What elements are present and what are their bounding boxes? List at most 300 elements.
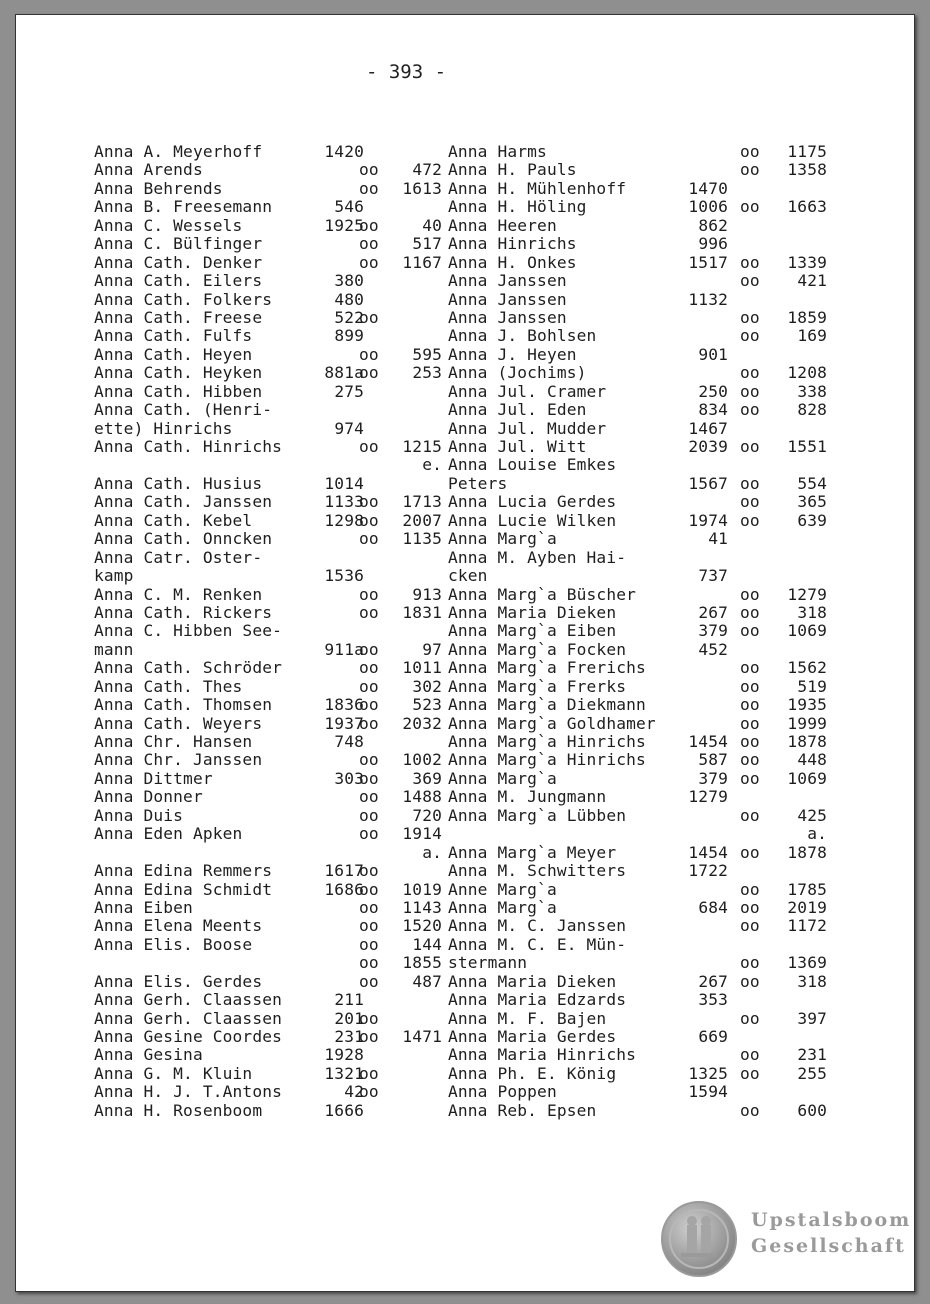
entry-name: Anna H. Onkes (448, 252, 577, 272)
entry-name: Anna Cath. Heyken (94, 363, 263, 383)
entry-name: Anna H. Höling (448, 197, 587, 217)
entry-ref: 1536 (324, 566, 364, 586)
marriage-marker: oo (740, 1008, 760, 1028)
entry-name: Anna Jul. Witt (448, 437, 587, 456)
spouse-ref: 1279 (787, 584, 827, 604)
entry-ref: 1325 (688, 1063, 728, 1083)
entry-ref: 1925 (324, 215, 364, 235)
entry-name: Anna Chr. Janssen (94, 750, 263, 770)
index-entry (94, 456, 444, 474)
entry-name: Anna Cath. Weyers (94, 713, 263, 733)
index-entry (94, 383, 444, 401)
marriage-marker: oo (359, 713, 379, 733)
index-entry (448, 512, 828, 530)
entry-name: Anna Harms (448, 142, 547, 161)
index-entry (94, 235, 444, 253)
entry-ref: 899 (334, 326, 364, 346)
entry-name: Anna H. Mühlenhoff (448, 178, 627, 198)
spouse-ref: 1613 (402, 178, 442, 198)
index-entry (94, 678, 444, 696)
index-entry (94, 733, 444, 751)
index-entry (448, 1028, 828, 1046)
spouse-ref: 472 (412, 160, 442, 180)
entry-ref: 737 (698, 566, 728, 586)
index-entry (94, 1102, 444, 1120)
entry-name: Anna Cath. Thomsen (94, 695, 273, 715)
marriage-marker: oo (359, 437, 379, 456)
entry-name: Anna Heeren (448, 215, 557, 235)
index-entry (448, 493, 828, 511)
spouse-ref: 1999 (787, 713, 827, 733)
spouse-ref: 425 (797, 805, 827, 825)
spouse-ref: 255 (797, 1063, 827, 1083)
spouse-ref: 1663 (787, 197, 827, 217)
entry-name: Anna Cath. Hinrichs (94, 437, 283, 456)
entry-name: Anna Lucie Wilken (448, 510, 617, 530)
marriage-marker: oo (359, 768, 379, 788)
index-entry (94, 1010, 444, 1028)
index-entry (448, 751, 828, 769)
entry-ref: 684 (698, 897, 728, 917)
spouse-ref: 1859 (787, 307, 827, 327)
spouse-ref: 1914 (402, 824, 442, 844)
index-entry (448, 456, 828, 474)
spouse-ref: 2019 (787, 897, 827, 917)
index-entry (94, 1065, 444, 1083)
entry-ref: 1298 (324, 510, 364, 530)
entry-name: Anna Marg`a Frerks (448, 676, 627, 696)
spouse-ref: 338 (797, 381, 827, 401)
spouse-ref: 720 (412, 805, 442, 825)
spouse-ref: 97 (422, 639, 442, 659)
index-entry (448, 291, 828, 309)
index-entry (94, 586, 444, 604)
marriage-marker: oo (740, 1100, 760, 1120)
entry-name: Anna Maria Gerdes (448, 1027, 617, 1046)
spouse-ref: 318 (797, 971, 827, 991)
spouse-ref: a. (422, 842, 442, 862)
index-entry (448, 549, 828, 567)
marriage-marker: oo (359, 750, 379, 770)
marriage-marker: oo (740, 676, 760, 696)
entry-name: stermann (448, 953, 528, 973)
entry-ref: 974 (334, 418, 364, 438)
entry-name: Anna Marg`a Eiben (448, 621, 617, 641)
entry-name: Anna M. Jungmann (448, 787, 607, 807)
entry-ref: 1928 (324, 1045, 364, 1065)
index-entry (94, 917, 444, 935)
entry-name: Anna J. Bohlsen (448, 326, 597, 346)
spouse-ref: 397 (797, 1008, 827, 1028)
index-entry (94, 770, 444, 788)
index-entry (448, 143, 828, 161)
index-entry (448, 622, 828, 640)
index-entry (94, 936, 444, 954)
entry-name: Anna Cath. Denker (94, 252, 263, 272)
spouse-ref: 1713 (402, 492, 442, 512)
marriage-marker: oo (359, 658, 379, 678)
entry-name: Anna Ph. E. König (448, 1063, 617, 1083)
index-entry (448, 733, 828, 751)
index-entry (448, 586, 828, 604)
marriage-marker: oo (740, 271, 760, 291)
marriage-marker: oo (359, 824, 379, 844)
entry-name: Anna Marg`a (448, 529, 557, 549)
entry-name: Anna Marg`a Lübben (448, 805, 627, 825)
marriage-marker: oo (359, 160, 379, 180)
entry-name: Anna Eden Apken (94, 824, 243, 844)
entry-ref: 1420 (324, 142, 364, 161)
entry-name: Anna H. Pauls (448, 160, 577, 180)
entry-name: Anna Donner (94, 787, 203, 807)
entry-name: cken (448, 566, 488, 586)
entry-ref: 42 (344, 1082, 364, 1102)
marriage-marker: oo (740, 160, 760, 180)
entry-ref: 1974 (688, 510, 728, 530)
index-entry (448, 770, 828, 788)
index-entry (94, 991, 444, 1009)
entry-ref: 911a (324, 639, 364, 659)
entry-name: Anna C. Hibben See- (94, 621, 283, 641)
entry-name: Anna Gesine Coordes (94, 1027, 283, 1046)
entry-name: Anna Marg`a Goldhamer (448, 713, 656, 733)
marriage-marker: oo (740, 1063, 760, 1083)
publisher-logo (661, 1201, 912, 1287)
marriage-marker: oo (359, 234, 379, 254)
entry-name: Anna Marg`a Focken (448, 639, 627, 659)
entry-ref: 250 (698, 381, 728, 401)
spouse-ref: 2007 (402, 510, 442, 530)
entry-name: Anna Cath. Heyen (94, 344, 253, 364)
index-entry (448, 936, 828, 954)
logo-line-1: Upstalsboom (751, 1209, 912, 1231)
index-entry (94, 272, 444, 290)
index-entry (448, 217, 828, 235)
index-entry (448, 475, 828, 493)
entry-ref: 669 (698, 1027, 728, 1046)
index-entry (94, 1046, 444, 1064)
entry-ref: 1836 (324, 695, 364, 715)
index-entry (94, 844, 444, 862)
marriage-marker: oo (359, 1008, 379, 1028)
index-entry (94, 401, 444, 419)
spouse-ref: 1215 (402, 437, 442, 456)
entry-ref: 379 (698, 768, 728, 788)
marriage-marker: oo (740, 695, 760, 715)
entry-name: Anna Marg`a Meyer (448, 842, 617, 862)
spouse-ref: 519 (797, 676, 827, 696)
marriage-marker: oo (740, 732, 760, 751)
spouse-ref: 1208 (787, 363, 827, 383)
seal-icon (661, 1201, 737, 1277)
spouse-ref: 1167 (402, 252, 442, 272)
entry-ref: 1617 (324, 861, 364, 881)
index-entry (448, 235, 828, 253)
index-entry (94, 641, 444, 659)
spouse-ref: 231 (797, 1045, 827, 1065)
index-entry (94, 751, 444, 769)
marriage-marker: oo (740, 584, 760, 604)
entry-ref: 1470 (688, 178, 728, 198)
spouse-ref: 1878 (787, 842, 827, 862)
index-entry (448, 696, 828, 714)
marriage-marker: oo (359, 695, 379, 715)
spouse-ref: 523 (412, 695, 442, 715)
marriage-marker: oo (740, 437, 760, 456)
entry-ref: 1132 (688, 289, 728, 309)
entry-ref: 1006 (688, 197, 728, 217)
index-entry (94, 1083, 444, 1101)
marriage-marker: oo (740, 510, 760, 530)
entry-ref: 275 (334, 381, 364, 401)
marriage-marker: oo (359, 252, 379, 272)
index-entry (94, 696, 444, 714)
index-entry (94, 825, 444, 843)
entry-ref: 881a (324, 363, 364, 383)
entry-name: Anna H. Rosenboom (94, 1100, 263, 1120)
spouse-ref: 1069 (787, 621, 827, 641)
entry-ref: 748 (334, 732, 364, 751)
index-entry (448, 180, 828, 198)
spouse-ref: 1175 (787, 142, 827, 161)
spouse-ref: 554 (797, 473, 827, 493)
marriage-marker: oo (359, 215, 379, 235)
entry-ref: 380 (334, 271, 364, 291)
marriage-marker: oo (740, 252, 760, 272)
entry-name: Anna Eiben (94, 897, 193, 917)
entry-name: Anna Marg`a Hinrichs (448, 750, 646, 770)
marriage-marker: oo (359, 1027, 379, 1046)
index-entry (448, 309, 828, 327)
entry-name: Anna Cath. Onncken (94, 529, 273, 549)
index-entry (448, 364, 828, 382)
index-entry (448, 161, 828, 179)
entry-name: Anna Maria Edzards (448, 990, 627, 1010)
entry-name: Anna Janssen (448, 271, 567, 291)
index-entry (448, 844, 828, 862)
marriage-marker: oo (740, 197, 760, 217)
entry-ref: 1666 (324, 1100, 364, 1120)
marriage-marker: oo (359, 971, 379, 991)
index-entry (94, 420, 444, 438)
spouse-ref: 1785 (787, 879, 827, 899)
index-entry (448, 254, 828, 272)
index-entry (448, 881, 828, 899)
marriage-marker: oo (740, 307, 760, 327)
marriage-marker: oo (359, 1063, 379, 1083)
entry-ref: 201 (334, 1008, 364, 1028)
marriage-marker: oo (740, 621, 760, 641)
marriage-marker: oo (359, 1082, 379, 1102)
entry-name: Anna (Jochims) (448, 363, 587, 383)
entry-name: Anna Dittmer (94, 768, 213, 788)
marriage-marker: oo (740, 381, 760, 401)
index-entry (448, 327, 828, 345)
marriage-marker: oo (359, 639, 379, 659)
marriage-marker: oo (359, 344, 379, 364)
entry-name: ette) Hinrichs (94, 418, 233, 438)
marriage-marker: oo (359, 897, 379, 917)
index-entry (448, 346, 828, 364)
entry-name: Anna Janssen (448, 307, 567, 327)
index-entry (448, 917, 828, 935)
index-entry (94, 530, 444, 548)
marriage-marker: oo (740, 805, 760, 825)
entry-name: Anna Janssen (448, 289, 567, 309)
page-number: - 393 - (365, 61, 447, 83)
spouse-ref: 318 (797, 602, 827, 622)
index-entry (94, 327, 444, 345)
index-entry (94, 438, 444, 456)
entry-name: Anna Cath. Eilers (94, 271, 263, 291)
entry-ref: 1567 (688, 473, 728, 493)
marriage-marker: oo (359, 602, 379, 622)
entry-name: Anna Marg`a Büscher (448, 584, 637, 604)
entry-name: Anna Elis. Boose (94, 934, 253, 954)
entry-ref: 41 (708, 529, 728, 549)
index-entry (94, 567, 444, 585)
spouse-ref: 448 (797, 750, 827, 770)
marriage-marker: oo (740, 1045, 760, 1065)
marriage-marker: oo (740, 363, 760, 383)
index-entry (94, 512, 444, 530)
spouse-ref: 1069 (787, 768, 827, 788)
marriage-marker: oo (740, 602, 760, 622)
marriage-marker: oo (359, 363, 379, 383)
spouse-ref: 1143 (402, 897, 442, 917)
spouse-ref: 595 (412, 344, 442, 364)
spouse-ref: 1002 (402, 750, 442, 770)
entry-ref: 379 (698, 621, 728, 641)
entry-name: Anna Cath. Kebel (94, 510, 253, 530)
entry-name: Anna M. F. Bajen (448, 1008, 607, 1028)
marriage-marker: oo (740, 750, 760, 770)
spouse-ref: 1551 (787, 437, 827, 456)
entry-name: Anna Catr. Oster- (94, 547, 263, 567)
index-entry (94, 475, 444, 493)
entry-name: Anna M. Schwitters (448, 861, 627, 881)
spouse-ref: 517 (412, 234, 442, 254)
entry-name: Anna B. Freesemann (94, 197, 273, 217)
entry-ref: 587 (698, 750, 728, 770)
entry-name: mann (94, 639, 134, 659)
entry-ref: 862 (698, 215, 728, 235)
left-column (94, 143, 444, 1120)
index-entry (94, 899, 444, 917)
index-entry (448, 567, 828, 585)
index-entry (94, 954, 444, 972)
spouse-ref: 1011 (402, 658, 442, 678)
index-entry (94, 715, 444, 733)
marriage-marker: oo (359, 787, 379, 807)
index-entry (94, 254, 444, 272)
entry-name: Anna Cath. Rickers (94, 602, 273, 622)
index-entry (94, 807, 444, 825)
entry-name: Anna Elis. Gerdes (94, 971, 263, 991)
entry-name: Anna J. Heyen (448, 344, 577, 364)
marriage-marker: oo (740, 326, 760, 346)
entry-name: kamp (94, 566, 134, 586)
marriage-marker: oo (740, 713, 760, 733)
entry-name: Anna Marg`a Hinrichs (448, 732, 646, 751)
index-entry (448, 659, 828, 677)
index-entry (94, 346, 444, 364)
marriage-marker: oo (359, 916, 379, 936)
spouse-ref: 1935 (787, 695, 827, 715)
entry-name: Anna C. Bülfinger (94, 234, 263, 254)
spouse-ref: 1339 (787, 252, 827, 272)
marriage-marker: oo (740, 400, 760, 420)
index-entry (448, 641, 828, 659)
entry-name: Anna Duis (94, 805, 184, 825)
entry-name: Anna Gerh. Claassen (94, 1008, 283, 1028)
entry-name: Peters (448, 473, 508, 493)
entry-ref: 1686 (324, 879, 364, 899)
spouse-ref: 1878 (787, 732, 827, 751)
entry-name: Anna Poppen (448, 1082, 557, 1102)
entry-name: Anna Jul. Eden (448, 400, 587, 420)
index-entry (448, 1046, 828, 1064)
index-entry (448, 862, 828, 880)
spouse-ref: 1358 (787, 160, 827, 180)
index-entry (448, 807, 828, 825)
index-entry (448, 678, 828, 696)
entry-name: Anna Cath. Fulfs (94, 326, 253, 346)
index-entry (94, 364, 444, 382)
entry-name: Anna Behrends (94, 178, 223, 198)
index-entry (448, 991, 828, 1009)
marriage-marker: oo (359, 861, 379, 881)
index-entry (94, 881, 444, 899)
marriage-marker: oo (359, 492, 379, 512)
index-entry (448, 954, 828, 972)
index-entry (94, 549, 444, 567)
marriage-marker: oo (359, 953, 379, 973)
entry-ref: 353 (698, 990, 728, 1010)
entry-ref: 1321 (324, 1063, 364, 1083)
entry-name: Anna Marg`a (448, 768, 557, 788)
index-entry (448, 1065, 828, 1083)
entry-name: Anna Hinrichs (448, 234, 577, 254)
entry-name: Anna Reb. Epsen (448, 1100, 597, 1120)
spouse-ref: 1135 (402, 529, 442, 549)
spouse-ref: 1562 (787, 658, 827, 678)
entry-name: Anna Edina Remmers (94, 861, 273, 881)
entry-ref: 1279 (688, 787, 728, 807)
entry-name: Anna Maria Dieken (448, 602, 617, 622)
marriage-marker: oo (740, 842, 760, 862)
spouse-ref: 2032 (402, 713, 442, 733)
index-entry (448, 825, 828, 843)
entry-ref: 1014 (324, 473, 364, 493)
spouse-ref: 302 (412, 676, 442, 696)
logo-line-2: Gesellschaft (751, 1235, 906, 1257)
entry-name: Anna Cath. Folkers (94, 289, 273, 309)
spouse-ref: 369 (412, 768, 442, 788)
spouse-ref: 1488 (402, 787, 442, 807)
entry-ref: 1467 (688, 418, 728, 438)
marriage-marker: oo (740, 473, 760, 493)
index-entry (94, 198, 444, 216)
marriage-marker: oo (740, 897, 760, 917)
entry-ref: 480 (334, 289, 364, 309)
index-entry (448, 1102, 828, 1120)
entry-name: Anna Cath. (Henri- (94, 400, 273, 420)
index-entry (94, 217, 444, 235)
index-entry (448, 401, 828, 419)
marriage-marker: oo (359, 510, 379, 530)
spouse-ref: 1855 (402, 953, 442, 973)
